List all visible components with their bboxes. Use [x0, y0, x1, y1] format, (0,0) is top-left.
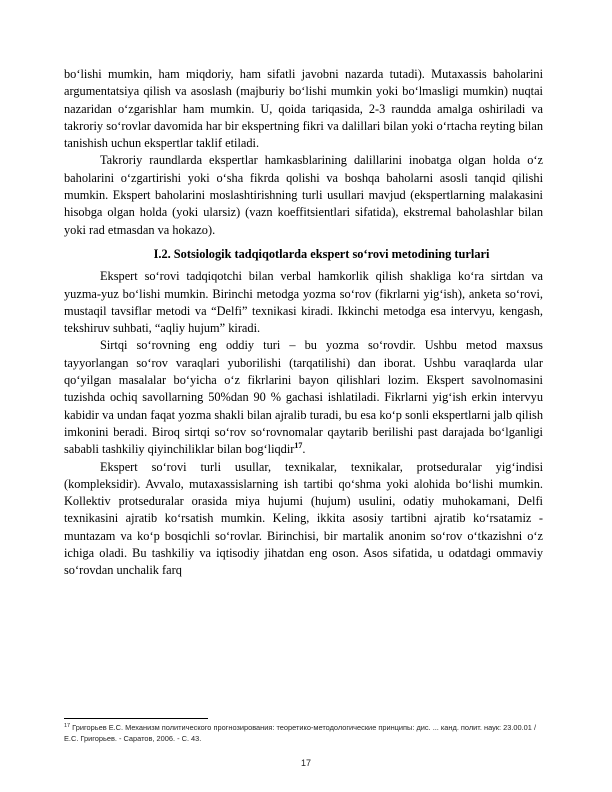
footnote [64, 722, 543, 745]
paragraph-4 [64, 337, 543, 458]
footnote-number: 17 [64, 723, 71, 729]
body-text [64, 66, 543, 580]
paragraph-4-end: . [302, 442, 306, 457]
paragraph-3: Ekspert so‘rovi tadqiqotchi bilan verbal hamkorlik qilish shakliga ko‘ra sirtdan va yuzma-yuz bo‘lishi mumkin. Birinchi metodga yozma so‘rov (fikrlarni yig‘ish), anketa so‘rovi, mustaqil tavsiflar metodi va “Delfi” texnikasi kiradi. Ikkinchi metodga esa intervyu, kengash, tekshiruv suhbati, “aqliy hujum” kiradi. [64, 269, 543, 336]
paragraph-1: bo‘lishi mumkin, ham miqdoriy, ham sifatli javobni nazarda tutadi). Mutaxassis baholarini argumentatsiya qilish va asoslash (majburiy bo‘lishi mumkin yoki bo‘lmasligi mumkin) nuqtai nazaridan o‘zgarishlar ham mumkin. U, qoida tariqasida, 2-3 raundda amalga oshiriladi va takroriy so‘rovlar davomida har bir ekspertning fikri va dalillari bilan yoki o‘rtacha reyting bilan tanishish uchun ekspertlar taklif etiladi. [64, 67, 543, 151]
footnote-divider [64, 718, 208, 719]
page-number: 17 [300, 758, 311, 768]
footnote-text: Григорьев Е.С. Механизм политического прогнозирования: теоретико-методологические принципы: дис. ... канд. полит. наук: 23.00.01 / Е.С. Григорьев. - Саратов, 2006. - С. 43. [64, 723, 537, 744]
footnote-reference[interactable]: 17 [294, 441, 303, 451]
paragraph-2: Takroriy raundlarda ekspertlar hamkasblarining dalillarini inobatga olgan holda o‘z baholarini o‘zgartirishi yoki o‘sha fikrda qolishi va boshqa baholarni asosli tanqid qilishi mumkin. Ekspert baholarini moslashtirishning turli usullari mavjud (ekspertlarning malakasini hisobga olgan holda (yoki ularsiz) (vazn koeffitsientlari sifatida), ekstremal baholashlar bilan yoki rad etmasdan va hokazo). [64, 153, 543, 237]
section-heading: I.2. Sotsiologik tadqiqotlarda ekspert so‘rovi metodining turlari [153, 246, 490, 261]
paragraph-4-text: Sirtqi so‘rovning eng oddiy turi – bu yozma so‘rovdir. Ushbu metod maxsus tayyorlangan so‘rov varaqlari yuborilishi (tarqatilishi) dan iborat. Ushbu varaqlarda ular qo‘yilgan masalalar bo‘yicha o‘z fikrlarini bayon qilishlari lozim. Ekspert savolnomasini tuzishda ochiq savollarning 50%dan 90 % gachasi ishlatiladi. Fikrlarni yig‘ish erkin intervyu kabidir va undan faqat yozma shakli bilan ajralib turadi, bu esa ko‘p sonli ekspertlarni jalb qilish imkonini beradi. Biroq sirtqi so‘rov so‘rovnomalar qaytarib berilishi past darajada bo‘lganligi sababli tashkiliy qiyinchiliklar bilan bog‘liqdir [64, 338, 543, 457]
paragraph-5: Ekspert so‘rovi turli usullar, texnikalar, texnikalar, protseduralar yig‘indisi (kompleksidir). Avvalo, mutaxassislarning ish tartibi qo‘shma yoki alohida bo‘lishi mumkin. Kollektiv protseduralar orasida miya hujumi (hujum) usulini, odatiy muhokamani, Delfi texnikasini ajratib ko‘rsatish mumkin. Keling, ikkita asosiy tartibni ajratib ko‘rsatamiz - muntazam va ko‘p bosqichli so‘rovlar. Birinchisi, bir martalik anonim so‘rov o‘tkazishni o‘z ichiga oladi. Bu tashkiliy va iqtisodiy jihatdan eng oson. Asos sifatida, u odatdagi ommaviy so‘rovdan unchalik farq [64, 459, 543, 578]
